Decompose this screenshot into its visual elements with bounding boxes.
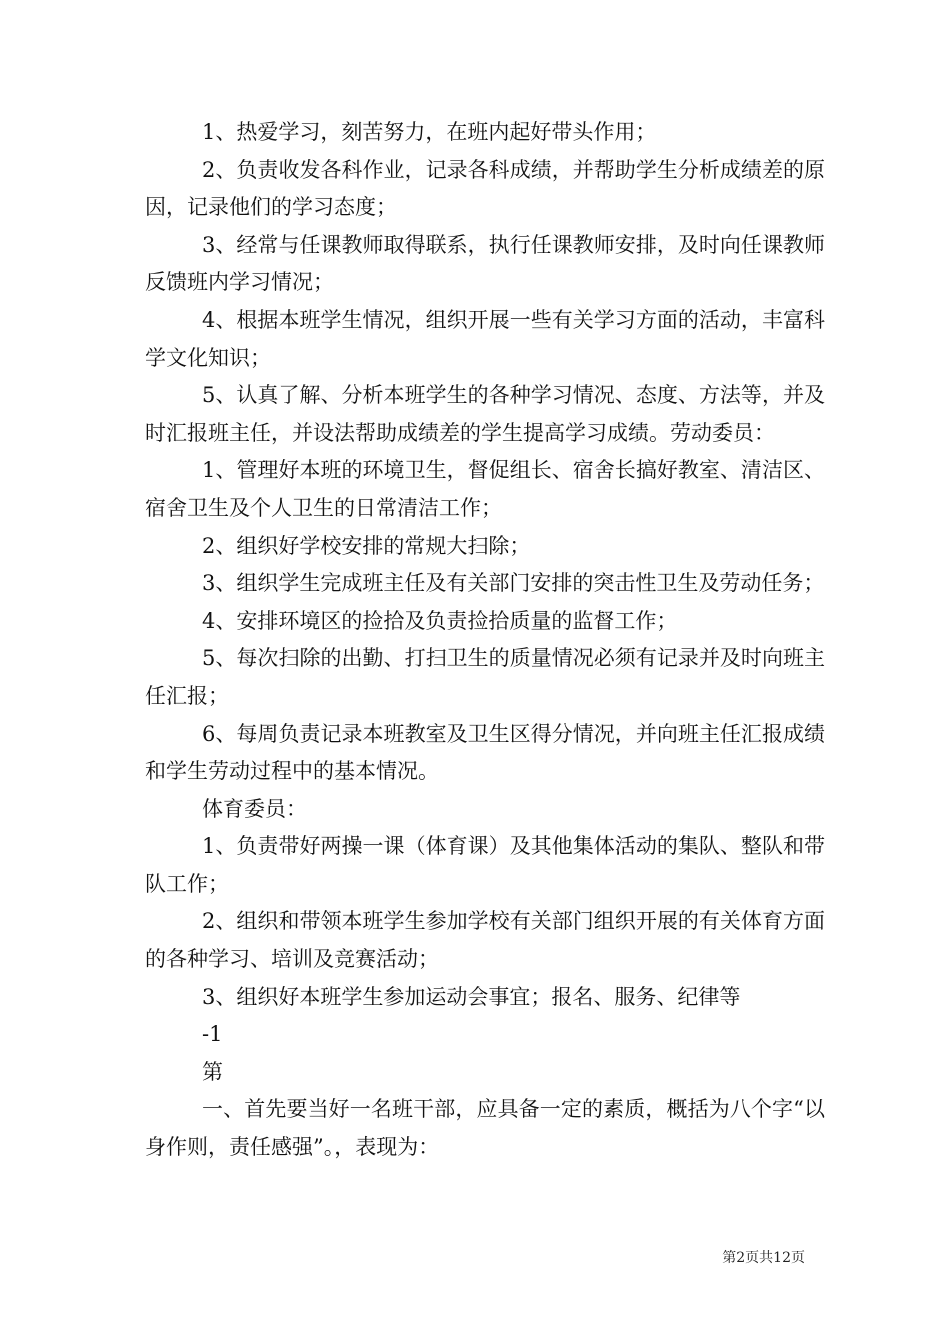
paragraph: 2、负责收发各科作业，记录各科成绩，并帮助学生分析成绩差的原因，记录他们的学习态度； <box>145 157 825 220</box>
paragraph: 1、负责带好两操一课（体育课）及其他集体活动的集队、整队和带队工作； <box>145 834 825 896</box>
paragraph: 6、每周负责记录本班教室及卫生区得分情况，并向班主任汇报成绩和学生劳动过程中的基本情况。 <box>145 721 825 784</box>
paragraph: 5、认真了解、分析本班学生的各种学习情况、态度、方法等，并及时汇报班主任，并设法帮助成绩差的学生提高学习成绩。劳动委员： <box>145 383 825 445</box>
document-body <box>145 114 825 1167</box>
paragraph: 3、组织学生完成班主任及有关部门安排的突击性卫生及劳动任务； <box>202 571 825 596</box>
paragraph: 4、根据本班学生情况，组织开展一些有关学习方面的活动，丰富科学文化知识； <box>145 307 825 370</box>
paragraph: 2、组织好学校安排的常规大扫除； <box>202 533 531 558</box>
paragraph: 3、组织好本班学生参加运动会事宜；报名、服务、纪律等 <box>202 984 741 1009</box>
paragraph: 一、首先要当好一名班干部，应具备一定的素质，概括为八个字“以身作则，责任感强”。，表现为： <box>145 1097 825 1160</box>
paragraph: 3、经常与任课教师取得联系，执行任课教师安排，及时向任课教师反馈班内学习情况； <box>145 232 825 295</box>
paragraph: 4、安排环境区的捡拾及负责捡拾质量的监督工作； <box>202 608 678 633</box>
paragraph: 第 <box>202 1059 223 1084</box>
paragraph: 2、组织和带领本班学生参加学校有关部门组织开展的有关体育方面的各种学习、培训及竞赛活动； <box>145 909 825 972</box>
paragraph: 1、热爱学习，刻苦努力，在班内起好带头作用； <box>202 120 657 144</box>
paragraph: 5、每次扫除的出勤、打扫卫生的质量情况必须有记录并及时向班主任汇报； <box>145 646 825 708</box>
paragraph: 1、管理好本班的环境卫生，督促组长、宿舍长搞好教室、清洁区、宿舍卫生及个人卫生的日常清洁工作； <box>145 458 825 520</box>
page-number-footer: 第2页共12页 <box>722 1250 805 1266</box>
section-heading: 体育委员： <box>202 796 307 821</box>
paragraph: -1 <box>202 1022 223 1047</box>
